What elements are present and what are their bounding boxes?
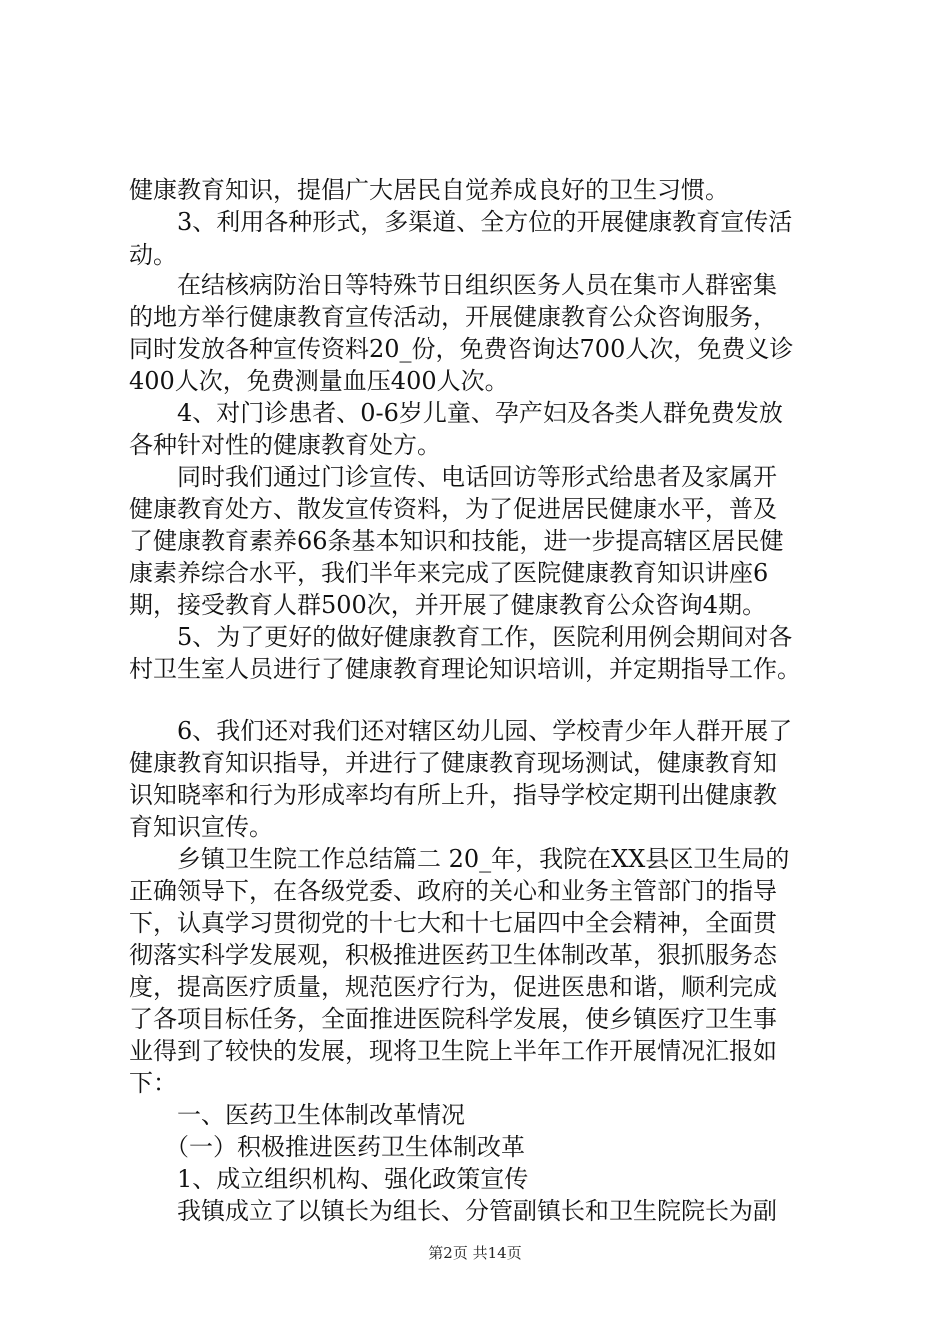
text-line: 同时我们通过门诊宣传、电话回访等形式给患者及家属开 (177, 463, 777, 491)
text-line: 康素养综合水平，我们半年来完成了医院健康教育知识讲座6 (129, 559, 769, 587)
text-line: 乡镇卫生院工作总结篇二 20_年，我院在XX县区卫生局的 (177, 845, 790, 873)
text-line: 识知晓率和行为形成率均有所上升，指导学校定期刊出健康教 (129, 781, 777, 809)
text-line: 村卫生室人员进行了健康教育理论知识培训，并定期指导工作。 (129, 655, 801, 683)
text-line: 彻落实科学发展观，积极推进医药卫生体制改革，狠抓服务态 (129, 941, 777, 969)
text-line: 的地方举行健康教育宣传活动，开展健康教育公众咨询服务， (129, 303, 777, 331)
text-line: 健康教育处方、散发宣传资料，为了促进居民健康水平，普及 (129, 495, 777, 523)
text-line: 下，认真学习贯彻党的十七大和十七届四中全会精神，全面贯 (129, 909, 777, 937)
text-line: 期，接受教育人群500次，并开展了健康教育公众咨询4期。 (129, 591, 767, 619)
text-line: 育知识宣传。 (129, 813, 273, 841)
section-heading: 一、医药卫生体制改革情况 (177, 1101, 465, 1129)
text-line: 下： (129, 1069, 177, 1097)
text-line: 了健康教育素养66条基本知识和技能，进一步提高辖区居民健 (129, 527, 784, 555)
page-number-footer: 第2页 共14页 (428, 1244, 522, 1262)
text-line: 同时发放各种宣传资料20_份，免费咨询达700人次，免费义诊 (129, 335, 794, 363)
text-line: 5、为了更好的做好健康教育工作，医院利用例会期间对各 (177, 623, 793, 651)
text-line: 度，提高医疗质量，规范医疗行为，促进医患和谐，顺利完成 (129, 973, 777, 1001)
text-line: 在结核病防治日等特殊节日组织医务人员在集市人群密集 (177, 271, 777, 299)
text-line: 3、利用各种形式，多渠道、全方位的开展健康教育宣传活 (177, 208, 793, 236)
text-line: 6、我们还对我们还对辖区幼儿园、学校青少年人群开展了 (177, 717, 793, 745)
item-heading: 1、成立组织机构、强化政策宣传 (177, 1165, 529, 1193)
text-line: 健康教育知识指导，并进行了健康教育现场测试，健康教育知 (129, 749, 777, 777)
text-line: 4、对门诊患者、0-6岁儿童、孕产妇及各类人群免费发放 (177, 399, 783, 427)
text-line: 我镇成立了以镇长为组长、分管副镇长和卫生院院长为副 (177, 1197, 777, 1225)
text-line: 业得到了较快的发展，现将卫生院上半年工作开展情况汇报如 (129, 1037, 777, 1065)
subsection-heading: （一）积极推进医药卫生体制改革 (165, 1133, 525, 1161)
text-line: 动。 (129, 241, 177, 269)
text-line: 正确领导下，在各级党委、政府的关心和业务主管部门的指导 (129, 877, 777, 905)
text-line: 400人次，免费测量血压400人次。 (129, 367, 509, 395)
text-line: 各种针对性的健康教育处方。 (129, 431, 441, 459)
text-line: 健康教育知识，提倡广大居民自觉养成良好的卫生习惯。 (129, 176, 729, 204)
text-line: 了各项目标任务，全面推进医院科学发展，使乡镇医疗卫生事 (129, 1005, 777, 1033)
